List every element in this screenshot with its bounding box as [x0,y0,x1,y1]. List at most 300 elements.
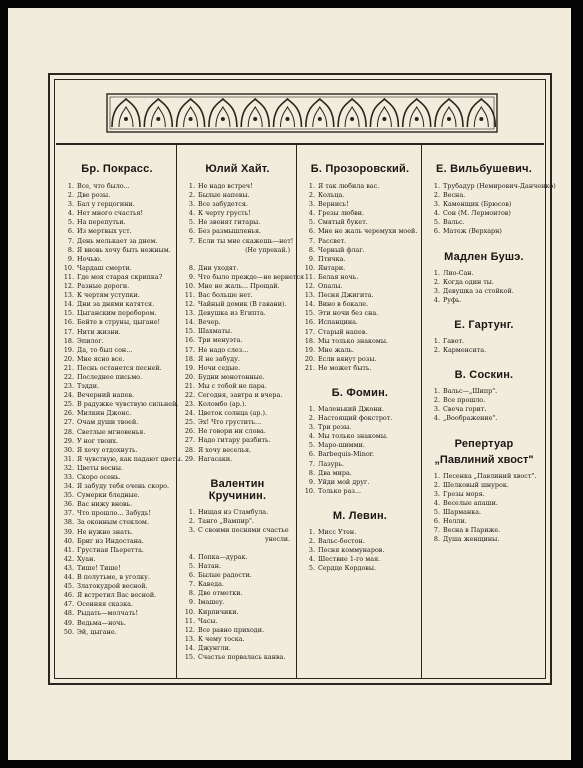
song-list [428,337,540,355]
song-number-wrap [303,460,315,469]
song-number: 12 [304,282,313,291]
ornament-dot [447,117,451,121]
song-item [183,355,292,364]
song-number-wrap [183,427,195,436]
song-item [62,200,172,209]
song-item [62,300,172,309]
song-number-wrap [303,218,315,227]
song-item [183,580,292,589]
song-number-wrap [303,355,315,364]
song-title: Я забуду тебя очень скоро. [77,482,170,491]
song-number-wrap [303,546,315,555]
song-number: 12 [184,625,193,634]
song-number: 2 [188,516,193,525]
number-dot: . [192,516,195,525]
song-number: 14 [304,300,313,309]
song-title: Кирпичики. [198,607,239,616]
song-item [183,517,292,526]
song-item [62,391,172,400]
song-number-wrap [303,487,315,496]
song-number: 21 [184,381,193,390]
song-number-wrap [62,491,74,500]
song-title: Грезы любви. [318,209,365,218]
number-dot: . [71,463,74,472]
song-item [183,327,292,336]
song-title: Уйди мой друг. [318,477,370,486]
art-nouveau-ornament [106,93,498,133]
song-item [62,591,172,600]
song-title: Кольца. [318,191,345,200]
song-number: 1 [433,471,438,480]
song-title: Мне жаль. [318,345,354,354]
song-item [62,418,172,427]
song-number: 14 [184,318,193,327]
song-item [62,509,172,518]
number-dot: . [192,553,195,561]
song-title: Barbequis-Minor. [318,450,375,459]
song-item [303,487,417,496]
song-list [303,182,417,373]
number-dot: . [192,345,195,354]
song-number-wrap [303,528,315,537]
song-item [183,336,292,345]
number-dot: . [437,535,440,544]
song-item [183,626,292,635]
song-title: Да, то был сон... [77,345,133,354]
number-dot: . [71,282,74,291]
song-item [62,318,172,327]
song-number-wrap [428,296,440,305]
number-dot: . [71,509,74,518]
song-number: 5 [433,218,438,227]
composer-heading: Бр. Покрасс. [81,163,153,175]
number-dot: . [437,471,440,480]
song-list [303,528,417,573]
song-number: 36 [63,500,72,509]
song-title: Вас нижу вновь. [77,500,133,509]
song-number-wrap [62,573,74,582]
song-item [303,200,417,209]
number-dot: . [71,354,74,363]
song-number-wrap [62,628,74,637]
song-number-wrap [303,182,315,191]
song-number: 3 [308,546,313,555]
song-number-wrap [62,518,74,527]
song-item [62,546,172,555]
number-dot: . [192,571,195,580]
song-number: 42 [63,554,72,563]
song-title: Бриг из Индостана. [77,536,144,545]
number-dot: . [192,525,195,534]
song-item [183,272,305,282]
number-dot: . [71,209,74,218]
song-number: 2 [308,537,313,545]
song-number-wrap [303,318,315,327]
number-dot: . [71,345,74,354]
number-dot: . [71,445,74,454]
song-number: 11 [304,272,313,281]
song-title: Только раз... [318,486,362,495]
song-title: Дни уходят. [198,263,239,272]
song-number-wrap [62,382,74,391]
song-title: Дни за днями катятся. [77,300,155,309]
song-number-wrap [183,455,195,464]
song-item [428,227,540,236]
song-item [303,450,417,459]
song-number-wrap [62,409,74,418]
song-title: Черный флаг. [318,245,365,254]
song-title: Не говори ни слова. [198,427,266,436]
song-number-wrap [62,591,74,600]
ornament-arch [241,99,269,127]
number-dot: . [71,400,74,409]
song-number-wrap [428,346,440,355]
number-dot: . [192,191,195,200]
number-dot: . [71,418,74,427]
song-title: Лио-Сан. [443,268,474,277]
song-title: Рыдать—молчать! [77,609,139,618]
song-item [428,481,540,490]
song-title: В радужке чувствую сильней. [77,400,179,409]
song-item [303,282,417,291]
song-title: Тише! Тише! [77,563,121,572]
song-item [62,555,172,564]
song-number: 6 [188,571,193,580]
song-number-wrap [62,509,74,518]
song-item [183,653,292,662]
composer-heading: Б. Фомин. [331,386,389,399]
song-number: 3 [433,200,438,209]
song-number-wrap [62,564,74,573]
song-title: День мелькает за днем. [77,236,158,245]
song-number-wrap [428,517,440,526]
song-number-wrap [183,227,195,236]
song-number: 17 [184,345,193,354]
column-1 [56,145,183,679]
song-item [62,537,172,546]
column-3 [296,145,421,679]
song-number: 1 [308,404,313,413]
song-number: 1 [188,507,193,516]
composer-heading: Юлий Хайт. [205,163,270,175]
ornament-dot [124,117,128,121]
song-title: Шествие 1-го мая. [318,555,381,564]
song-item [428,182,556,191]
song-item [428,396,540,405]
song-number-wrap [62,482,74,491]
song-item [183,264,292,273]
song-number-wrap [428,490,440,499]
number-dot: . [437,526,440,535]
number-dot: . [312,254,315,263]
song-number: 37 [63,509,72,518]
song-number: 11 [184,290,193,299]
song-item [303,255,417,264]
song-title: Маленький Джони. [318,404,384,413]
ornament-dot [156,117,160,121]
song-title: Цыганским перебором. [77,309,157,318]
song-number-wrap [428,535,440,544]
song-title: Надо гитару разбить. [198,436,271,445]
song-number: 39 [63,527,72,536]
song-title: Ночью. [77,254,102,263]
number-dot: . [71,482,74,491]
song-item [428,414,540,423]
number-dot: . [312,468,315,477]
song-number: 1 [308,182,313,190]
song-title: Эти ночи без сна. [318,309,379,318]
song-number: 9 [188,598,193,607]
song-number-wrap [303,469,315,478]
song-number: 20 [63,354,72,363]
ornament-dot [415,117,419,121]
song-item [428,200,540,209]
song-number: 26 [184,427,193,436]
song-title: Опалы. [318,282,343,291]
song-number: 7 [188,580,193,589]
number-dot: . [312,527,315,536]
song-title: Нищая из Стамбула. [198,507,269,516]
ornament-dot [253,117,257,121]
song-title: Бейте в струны, цыгане! [77,318,161,327]
song-number-wrap [303,191,315,200]
number-dot: . [71,391,74,400]
song-item [183,436,292,445]
number-dot: . [312,486,315,495]
song-item [183,373,292,382]
song-title: Последнее письмо. [77,372,143,381]
song-title: К чему тоска. [198,634,245,643]
song-title: Все равно приходи. [198,625,265,634]
song-item [303,546,417,555]
composer-heading: Мадлен Бушэ. [444,250,524,263]
song-number: 23 [184,400,193,409]
number-dot: . [192,418,195,427]
song-title: Сумерки бледные. [77,491,140,500]
ornament-dot [479,117,483,121]
song-number-wrap [428,278,440,287]
song-number-wrap [428,200,440,209]
composer-heading: Валентин Кручинин. [208,477,267,502]
song-number: 8 [433,535,438,544]
song-item [303,182,417,191]
number-dot: . [312,200,315,209]
song-item [303,300,417,309]
song-item [303,346,417,355]
repertoire-subheading: „Павлиний хвост" [434,453,534,466]
ornament-arch [403,99,431,127]
song-number: 3 [433,286,438,295]
song-number-wrap [303,237,315,246]
song-number-wrap [303,255,315,264]
number-dot: . [192,281,195,290]
ornament-arch [467,99,495,127]
song-title: Когда один ты. [443,277,494,286]
song-title: Песня Джигита. [318,291,374,300]
number-dot: . [192,381,195,390]
song-item [62,400,179,409]
song-number: 1 [433,336,438,345]
number-dot: . [312,432,315,441]
song-number: 13 [304,291,313,300]
song-title: Осенняя сказка. [77,600,133,609]
song-title: Душа женщины. [443,535,500,544]
song-number-wrap [62,391,74,400]
song-number-wrap [303,264,315,273]
number-dot: . [71,618,74,627]
song-title: Счастье порвалась канва. [198,653,286,662]
number-dot: . [71,563,74,572]
song-number-wrap [303,423,315,432]
song-number-wrap [303,291,315,300]
song-title: Нелли. [443,516,467,525]
song-title: Вино в бокале. [318,300,369,309]
song-number: 4 [67,209,72,218]
song-item [303,564,417,573]
song-item [303,191,417,200]
song-number-wrap [303,246,315,255]
song-number: 6 [308,227,313,236]
song-title: Я вновь хочу быть нежным. [77,245,171,254]
song-number: 6 [308,450,313,459]
number-dot: . [192,634,195,643]
song-item [183,300,292,309]
song-number-wrap [62,600,74,609]
number-dot: . [192,318,195,327]
song-item [303,528,417,537]
song-number: 16 [63,318,72,327]
song-item [183,391,292,400]
song-item [62,473,172,482]
number-dot: . [192,236,195,245]
song-item [428,296,540,305]
song-number-wrap [62,255,74,264]
song-number-wrap [428,387,440,396]
song-number: 8 [188,263,193,272]
song-number-wrap [183,608,195,617]
song-item [428,499,540,508]
song-number-wrap [428,508,440,517]
song-number-wrap [62,546,74,555]
number-dot: . [192,272,195,281]
song-number: 10 [184,607,193,616]
song-item [62,309,172,318]
song-item [183,282,292,291]
song-number-wrap [183,218,195,227]
song-number-wrap [303,273,315,282]
song-title: У ног твоих. [77,436,119,445]
song-number-wrap [428,499,440,508]
song-title: Часы. [198,616,218,625]
header-band [56,81,544,145]
song-title: Я хочу отдохнуть. [77,445,138,454]
song-title: Эй, цыгане. [77,627,117,636]
song-number-wrap [303,450,315,459]
song-number: 2 [433,191,438,200]
number-dot: . [71,536,74,545]
song-number: 48 [63,609,72,618]
song-number: 8 [188,589,193,598]
song-title: Хуан. [77,554,96,563]
song-item [183,182,292,191]
song-title: Очам души твоей. [77,418,139,427]
song-number-wrap [62,309,74,318]
song-item [303,227,417,236]
song-number: 3 [188,525,193,534]
song-item [303,469,417,478]
song-number-wrap [62,609,74,618]
song-number: 7 [433,526,438,535]
number-dot: . [192,625,195,634]
song-number-wrap [183,446,195,455]
number-dot: . [437,182,440,190]
song-number: 6 [433,516,438,525]
song-number-wrap [183,589,195,598]
song-number: 11 [63,272,72,281]
song-number: 20 [304,354,313,363]
song-number: 49 [63,618,72,627]
song-number: 16 [184,336,193,345]
song-item [428,337,540,346]
song-item [428,287,540,296]
song-title: Вечерний напев. [77,391,135,400]
song-number: 3 [433,489,438,498]
song-number: 29 [63,436,72,445]
song-number: 9 [188,272,193,281]
song-item [62,373,172,382]
song-item [62,273,172,282]
song-number-wrap [428,472,440,481]
song-item [303,432,417,441]
song-number-wrap [62,373,74,382]
song-title: Ночи седые. [198,363,241,372]
song-number-wrap [183,364,195,373]
number-dot: . [192,427,195,436]
song-title: Где моя старая скрипка? [77,272,163,281]
song-number: 21 [63,363,72,372]
song-item [183,598,292,607]
song-title: Нагасаки. [198,454,233,463]
number-dot: . [71,609,74,618]
song-item [303,405,417,414]
song-number: 33 [63,473,72,481]
song-item [62,600,172,609]
song-number-wrap [62,227,74,236]
song-number-wrap [183,635,195,644]
song-title: Трубадур (Немирович-Данченко) [443,182,556,190]
song-number-wrap [62,291,74,300]
number-dot: . [71,518,74,527]
song-number: 44 [63,573,72,582]
song-item [62,182,172,191]
number-dot: . [192,309,195,318]
song-number: 5 [67,218,72,227]
song-number: 1 [433,182,438,190]
song-number: 25 [184,418,193,427]
number-dot: . [312,318,315,327]
song-number-wrap [62,418,74,427]
song-item [428,209,540,218]
song-title: Я встретил Вас весной. [77,591,157,600]
song-number-wrap [303,405,315,414]
song-number-wrap [62,400,74,409]
song-number: 2 [67,191,72,200]
song-number: 4 [308,555,313,564]
song-number: 45 [63,582,72,591]
song-title: Шелковый шнурок. [443,480,509,489]
song-number-wrap [183,653,195,662]
number-dot: . [192,218,195,227]
